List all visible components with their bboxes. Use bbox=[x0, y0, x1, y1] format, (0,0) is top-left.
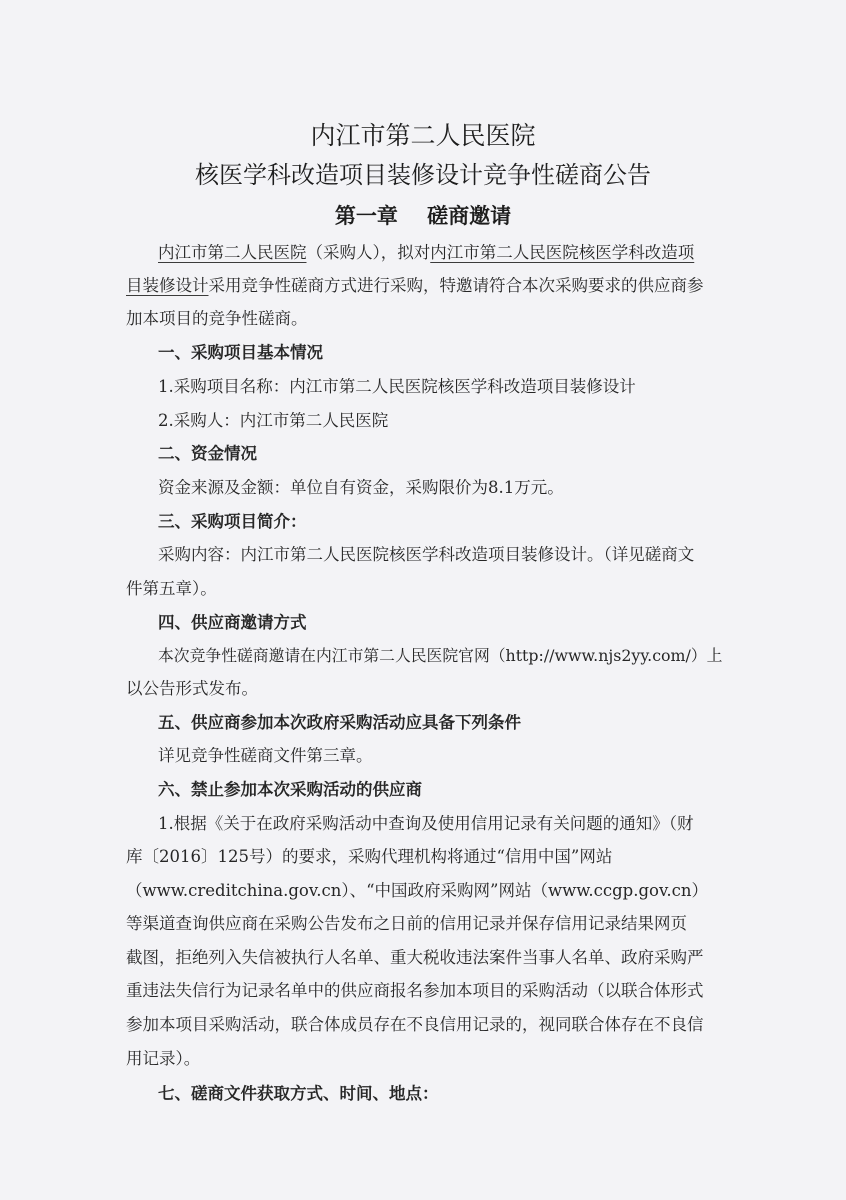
section-6-line-6: 重违法失信行为记录名单中的供应商报名参加本项目的采购活动（以联合体形式 bbox=[126, 981, 704, 1000]
project-name-part2: 目装修设计 bbox=[126, 276, 209, 295]
section-6-line-5: 截图，拒绝列入失信被执行人名单、重大税收违法案件当事人名单、政府采购严 bbox=[126, 948, 704, 967]
section-2-heading: 二、资金情况 bbox=[158, 444, 257, 463]
section-2-text: 资金来源及金额：单位自有资金，采购限价为8.1万元。 bbox=[158, 478, 564, 497]
section-4-text-1: 本次竞争性磋商邀请在内江市第二人民医院官网（http://www.njs2yy.com/）上 bbox=[158, 646, 723, 665]
intro-line-1 bbox=[158, 240, 694, 266]
purchaser-name: 内江市第二人民医院 bbox=[158, 243, 307, 262]
section-4-heading: 四、供应商邀请方式 bbox=[158, 613, 307, 632]
section-6-line-2: 库〔2016〕125号）的要求，采购代理机构将通过“信用中国”网站 bbox=[126, 847, 613, 866]
announcement-title: 核医学科改造项目装修设计竞争性磋商公告 bbox=[195, 161, 651, 189]
hospital-title: 内江市第二人民医院 bbox=[310, 121, 536, 150]
section-6-line-4: 等渠道查询供应商在采购公告发布之日前的信用记录并保存信用记录结果网页 bbox=[126, 914, 687, 933]
project-name-part1: 内江市第二人民医院核医学科改造项 bbox=[430, 243, 695, 262]
section-6-line-7: 参加本项目采购活动，联合体成员存在不良信用记录的，视同联合体存在不良信 bbox=[126, 1015, 704, 1034]
intro-line-2-text: 采用竞争性磋商方式进行采购，特邀请符合本次采购要求的供应商参 bbox=[208, 276, 704, 295]
chapter-heading: 第一章 磋商邀请 bbox=[334, 203, 512, 228]
section-7-heading: 七、磋商文件获取方式、时间、地点： bbox=[158, 1084, 439, 1103]
section-3-text-2: 件第五章）。 bbox=[126, 579, 217, 598]
intro-line-3: 加本项目的竞争性磋商。 bbox=[126, 309, 308, 328]
section-6-heading: 六、禁止参加本次采购活动的供应商 bbox=[158, 780, 422, 799]
section-6-line-3: （www.creditchina.gov.cn）、“中国政府采购网”网站（www.ccgp.gov.cn） bbox=[126, 881, 708, 900]
section-5-heading: 五、供应商参加本次政府采购活动应具备下列条件 bbox=[158, 713, 521, 732]
section-1-heading: 一、采购项目基本情况 bbox=[158, 343, 323, 362]
section-5-text: 详见竞争性磋商文件第三章。 bbox=[158, 746, 373, 765]
purchaser-note: （采购人），拟对 bbox=[306, 243, 431, 262]
section-4-text-2: 以公告形式发布。 bbox=[126, 679, 258, 698]
section-3-heading: 三、采购项目简介： bbox=[158, 512, 307, 531]
section-6-line-1: 1.根据《关于在政府采购活动中查询及使用信用记录有关问题的通知》（财 bbox=[158, 814, 694, 833]
intro-line-2 bbox=[126, 273, 704, 299]
section-1-item-2: 2.采购人：内江市第二人民医院 bbox=[158, 411, 389, 430]
section-3-text-1: 采购内容：内江市第二人民医院核医学科改造项目装修设计。（详见磋商文 bbox=[158, 545, 695, 564]
section-6-line-8: 用记录）。 bbox=[126, 1049, 201, 1068]
section-1-item-1: 1.采购项目名称：内江市第二人民医院核医学科改造项目装修设计 bbox=[158, 377, 636, 396]
